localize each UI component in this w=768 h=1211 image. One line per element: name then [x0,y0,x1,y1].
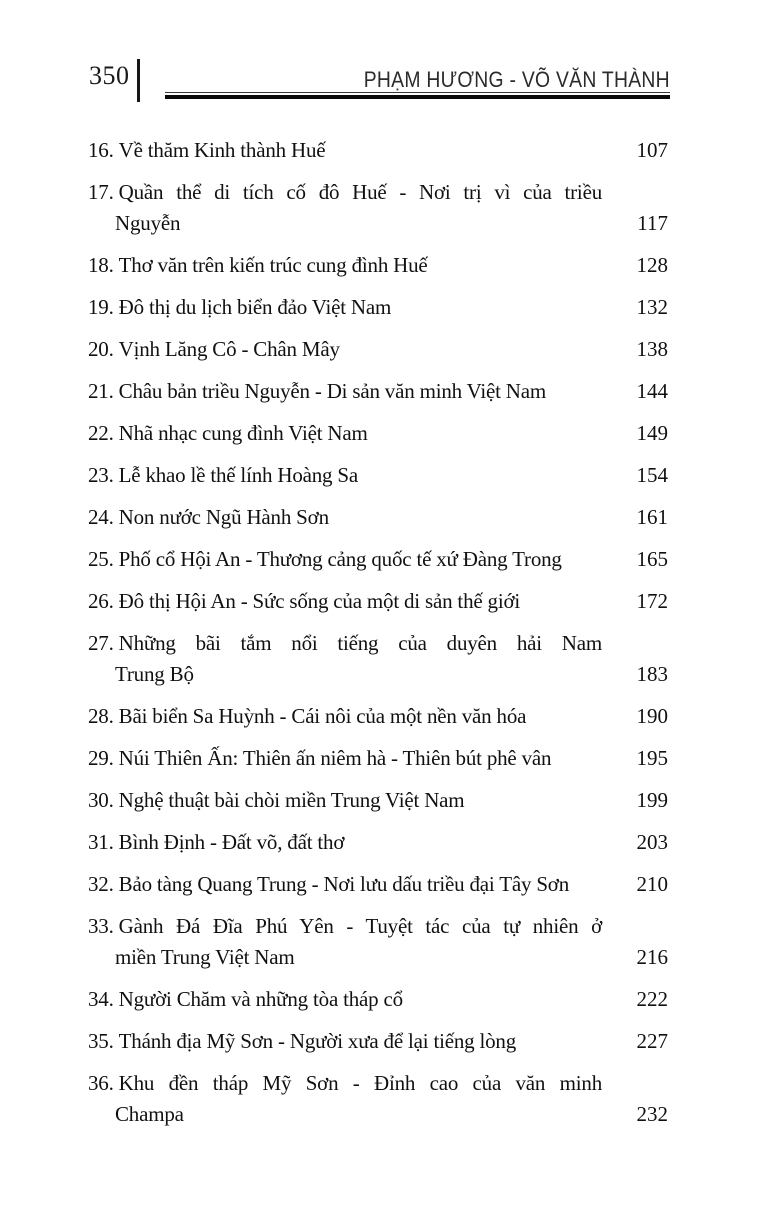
toc-entry [88,544,668,575]
toc-entry [88,984,668,1015]
entry-number: 26. [88,589,114,613]
running-title: PHẠM HƯƠNG - VÕ VĂN THÀNH [363,67,670,92]
entry-page-number: 172 [636,589,668,613]
toc-entry [88,376,668,407]
entry-title: Đô thị Hội An - Sức sống của một di sản thế giới [118,589,521,613]
entry-text [88,177,602,208]
entry-page-number: 161 [636,505,668,529]
entry-page-number: 183 [636,662,668,686]
entry-page-number: 222 [636,987,668,1011]
entry-text [88,1026,602,1057]
toc-entry [88,1068,668,1130]
entry-title: Khu đền tháp Mỹ Sơn - Đỉnh cao của văn minh [118,1071,602,1095]
entry-text [88,135,602,166]
entry-number: 19. [88,295,114,319]
entry-page-number: 210 [636,872,668,896]
toc-entry [88,743,668,774]
entry-title: Nghệ thuật bài chòi miền Trung Việt Nam [118,788,465,812]
entry-title: Những bãi tắm nổi tiếng của duyên hải Nam [118,631,602,655]
entry-text [88,1068,602,1099]
entry-text [88,250,602,281]
toc-entry [88,701,668,732]
entry-title: Bảo tàng Quang Trung - Nơi lưu dấu triều đại Tây Sơn [118,872,570,896]
entry-text [88,628,602,659]
toc-entry [88,334,668,365]
entry-text [88,869,602,900]
entry-title: Thánh địa Mỹ Sơn - Người xưa để lại tiếng lòng [118,1029,517,1053]
toc-entry [88,1026,668,1057]
toc-entry [88,785,668,816]
toc-entry [88,460,668,491]
toc-entry [88,135,668,166]
entry-title: Đô thị du lịch biển đảo Việt Nam [118,295,392,319]
entry-text [88,827,602,858]
entry-number: 24. [88,505,114,529]
entry-number: 35. [88,1029,114,1053]
entry-number: 16. [88,138,114,162]
toc-entry [88,418,668,449]
entry-number: 31. [88,830,114,854]
toc-entry [88,628,668,690]
entry-page-number: 216 [636,945,668,969]
toc-entry [88,869,668,900]
entry-text [88,292,602,323]
entry-text [88,701,602,732]
entry-text [88,418,602,449]
header-rule [165,92,670,99]
entry-text [88,586,602,617]
entry-page-number: 117 [637,211,668,235]
entry-page-number: 195 [636,746,668,770]
entry-page-number: 107 [636,138,668,162]
entry-page-number: 165 [636,547,668,571]
entry-title: Châu bản triều Nguyễn - Di sản văn minh Việt Nam [118,379,546,403]
entry-number: 28. [88,704,114,728]
entry-page-number: 138 [636,337,668,361]
entry-number: 27. [88,631,114,655]
entry-title: Lễ khao lề thế lính Hoàng Sa [118,463,358,487]
entry-title-continuation: Nguyễn [115,211,181,235]
toc-entry [88,250,668,281]
toc-entry [88,827,668,858]
entry-page-number: 154 [636,463,668,487]
toc-entry [88,177,668,239]
entry-title: Gành Đá Đĩa Phú Yên - Tuyệt tác của tự nhiên ở [118,914,602,938]
entry-number: 33. [88,914,114,938]
entry-number: 18. [88,253,114,277]
entry-title: Người Chăm và những tòa tháp cổ [118,987,403,1011]
entry-title: Quần thể di tích cố đô Huế - Nơi trị vì của triều [118,180,602,204]
entry-title: Bình Định - Đất võ, đất thơ [118,830,345,854]
entry-text [88,334,602,365]
toc-entry [88,586,668,617]
entry-title-continuation: Trung Bộ [115,662,194,686]
entry-number: 29. [88,746,114,770]
entry-page-number: 232 [636,1102,668,1126]
entry-page-number: 144 [636,379,668,403]
entry-title: Non nước Ngũ Hành Sơn [118,505,329,529]
entry-title: Về thăm Kinh thành Huế [118,138,326,162]
page-number: 350 [89,61,130,90]
toc-entry [88,911,668,973]
entry-number: 34. [88,987,114,1011]
entry-title: Vịnh Lăng Cô - Chân Mây [118,337,340,361]
entry-title: Phố cổ Hội An - Thương cảng quốc tế xứ Đàng Trong [118,547,562,571]
entry-number: 17. [88,180,114,204]
entry-page-number: 199 [636,788,668,812]
entry-text [88,376,602,407]
entry-page-number: 149 [636,421,668,445]
entry-text [88,984,602,1015]
toc-entry [88,502,668,533]
entry-title: Bãi biển Sa Huỳnh - Cái nôi của một nền văn hóa [118,704,527,728]
entry-number: 30. [88,788,114,812]
entry-number: 23. [88,463,114,487]
entry-title: Núi Thiên Ấn: Thiên ấn niêm hà - Thiên bút phê vân [118,746,552,770]
entry-number: 21. [88,379,114,403]
entry-title: Nhã nhạc cung đình Việt Nam [118,421,368,445]
entry-page-number: 227 [636,1029,668,1053]
entry-page-number: 190 [636,704,668,728]
entry-page-number: 132 [636,295,668,319]
entry-number: 22. [88,421,114,445]
entry-text [88,743,602,774]
entry-page-number: 128 [636,253,668,277]
entry-number: 32. [88,872,114,896]
entry-title-continuation: Champa [115,1102,184,1126]
table-of-contents [88,135,668,1141]
entry-text [88,785,602,816]
entry-text [88,911,602,942]
entry-text [88,544,602,575]
entry-page-number: 203 [636,830,668,854]
toc-entry [88,292,668,323]
entry-number: 20. [88,337,114,361]
folio-divider-tick [137,59,140,102]
entry-text [88,502,602,533]
entry-text [88,460,602,491]
entry-title: Thơ văn trên kiến trúc cung đình Huế [118,253,428,277]
entry-number: 36. [88,1071,114,1095]
entry-title-continuation: miền Trung Việt Nam [115,945,295,969]
entry-number: 25. [88,547,114,571]
